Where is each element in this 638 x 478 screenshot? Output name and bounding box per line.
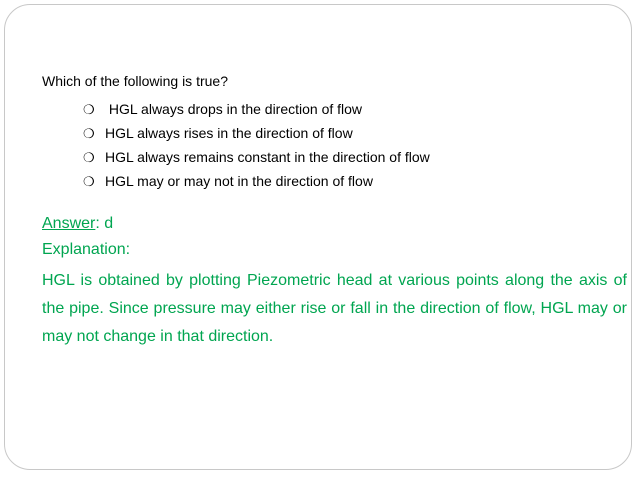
bullet-icon: ❍ — [83, 150, 95, 165]
bullet-icon: ❍ — [83, 174, 95, 189]
answer-line — [42, 215, 113, 233]
option-c-label: HGL always remains constant in the direction of flow — [105, 149, 430, 165]
answer-label: Answer — [42, 215, 96, 232]
option-b-label: HGL always rises in the direction of flow — [105, 125, 353, 141]
explanation-label: Explanation: — [42, 241, 131, 258]
option-c — [83, 145, 430, 169]
option-a — [83, 97, 430, 121]
bullet-icon: ❍ — [83, 126, 95, 141]
options-list — [83, 97, 430, 193]
option-d-label: HGL may or may not in the direction of flow — [105, 173, 373, 189]
explanation-text: HGL is obtained by plotting Piezometric head at various points along the axis of the pipe. Since pressure may either rise or fall in the direction of flow, HGL may or may not change in that direction. — [42, 272, 627, 345]
question-text: Which of the following is true? — [42, 73, 228, 89]
option-a-label: HGL always drops in the direction of flow — [105, 101, 363, 117]
answer-value: : d — [95, 215, 114, 232]
slide-frame — [4, 4, 632, 470]
option-d — [83, 169, 430, 193]
bullet-icon: ❍ — [83, 102, 95, 117]
option-b — [83, 121, 430, 145]
